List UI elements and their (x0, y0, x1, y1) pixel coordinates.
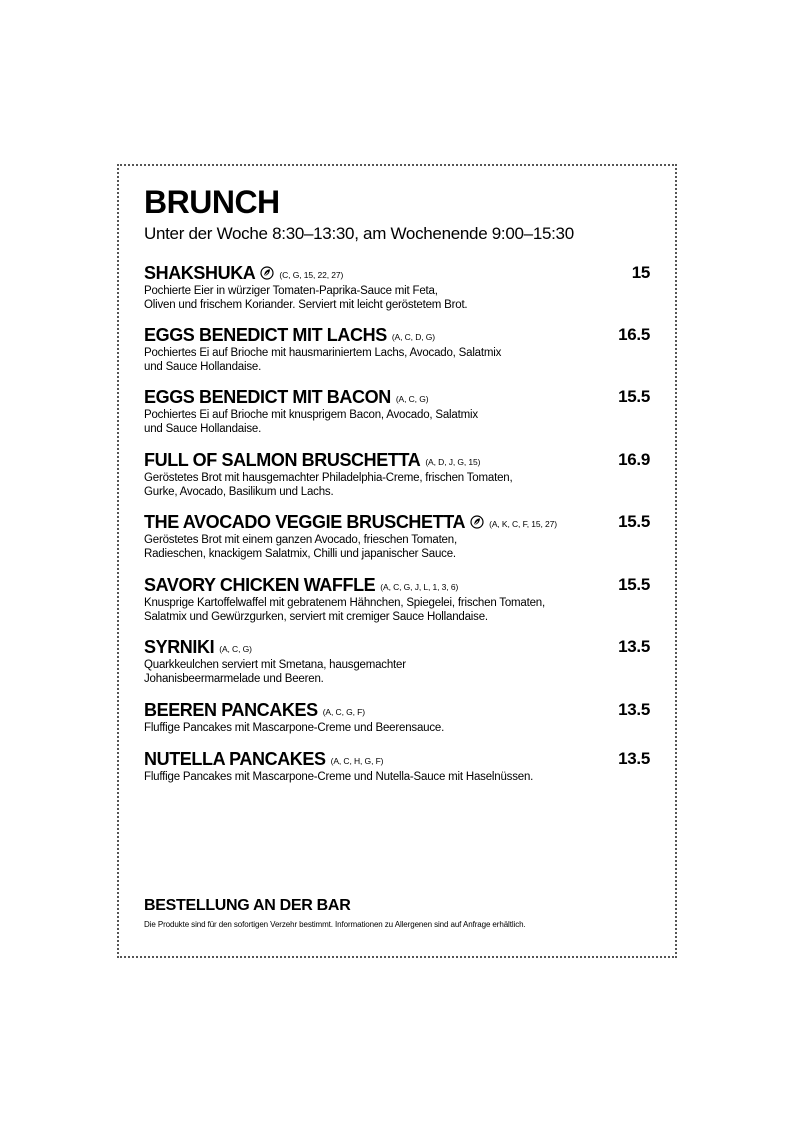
item-name: THE AVOCADO VEGGIE BRUSCHETTA (144, 512, 466, 532)
item-description (144, 285, 650, 312)
menu-title: BRUNCH (144, 184, 280, 220)
item-price: 16.9 (618, 450, 650, 469)
item-description-line: und Sauce Hollandaise. (144, 360, 262, 373)
menu-item-avocado-veggie-bruschetta (144, 511, 650, 561)
item-description-line: Salatmix und Gewürzgurken, serviert mit cremiger Sauce Hollandaise. (144, 610, 488, 623)
item-price: 13.5 (618, 700, 650, 719)
item-description (144, 722, 650, 736)
item-price: 13.5 (618, 749, 650, 768)
item-name: FULL OF SALMON BRUSCHETTA (144, 450, 421, 470)
vegetarian-leaf-icon (260, 266, 274, 280)
item-name: NUTELLA PANCAKES (144, 749, 326, 769)
opening-hours: Unter der Woche 8:30–13:30, am Wochenende 9:00–15:30 (144, 224, 574, 243)
item-description (144, 347, 650, 374)
menu-item-shakshuka (144, 262, 650, 312)
item-price: 15 (631, 263, 650, 282)
menu-item-savory-chicken-waffle (144, 574, 650, 624)
item-name: EGGS BENEDICT MIT LACHS (144, 325, 387, 345)
item-description-line: und Sauce Hollandaise. (144, 422, 262, 435)
item-allergens: (A, D, J, G, 15) (425, 457, 481, 467)
item-description (144, 472, 650, 499)
item-description-line: Johanisbeermarmelade und Beeren. (144, 672, 324, 685)
item-name: EGGS BENEDICT MIT BACON (144, 387, 391, 407)
item-description-line: Geröstetes Brot mit einem ganzen Avocado, frieschen Tomaten, (144, 534, 457, 546)
item-description-line: Gurke, Avocado, Basilikum und Lachs. (144, 485, 334, 498)
item-name: BEEREN PANCAKES (144, 700, 318, 720)
menu-item-full-of-salmon-bruschetta (144, 449, 650, 499)
item-name: SHAKSHUKA (144, 263, 256, 283)
footer-title: BESTELLUNG AN DER BAR (144, 897, 351, 914)
item-description (144, 534, 650, 561)
vegetarian-leaf-icon (470, 515, 484, 529)
item-description-line: Oliven und frischem Koriander. Serviert mit leicht geröstetem Brot. (144, 298, 468, 311)
item-allergens: (C, G, 15, 22, 27) (279, 270, 344, 280)
item-allergens: (A, C, G) (395, 394, 429, 404)
item-description-line: Pochiertes Ei auf Brioche mit knusprigem Bacon, Avocado, Salatmix (144, 409, 478, 421)
item-price: 15.5 (618, 575, 650, 594)
item-price: 15.5 (618, 512, 650, 531)
item-description-line: Knusprige Kartoffelwaffel mit gebratenem Hähnchen, Spiegelei, frischen Tomaten, (144, 597, 546, 609)
item-allergens: (A, C, H, G, F) (330, 756, 384, 766)
item-description-line: Radieschen, knackigem Salatmix, Chilli und japanischer Sauce. (144, 547, 456, 560)
menu-item-eggs-benedict-bacon (144, 386, 650, 436)
menu-item-syrniki (144, 636, 650, 686)
item-name: SAVORY CHICKEN WAFFLE (144, 575, 376, 595)
item-allergens: (A, K, C, F, 15, 27) (489, 519, 558, 529)
item-description (144, 409, 650, 436)
item-description-line: Pochiertes Ei auf Brioche mit hausmariniertem Lachs, Avocado, Salatmix (144, 347, 502, 359)
menu-item-eggs-benedict-lachs (144, 324, 650, 374)
item-name: SYRNIKI (144, 637, 215, 657)
item-description-line: Pochierte Eier in würziger Tomaten-Paprika-Sauce mit Feta, (144, 285, 438, 297)
item-price: 15.5 (618, 387, 650, 406)
menu-item-nutella-pancakes (144, 748, 650, 785)
item-description (144, 659, 650, 686)
item-description-line: Fluffige Pancakes mit Mascarpone-Creme und Beerensauce. (144, 722, 445, 734)
item-allergens: (A, C, G, J, L, 1, 3, 6) (380, 582, 459, 592)
item-price: 16.5 (618, 325, 650, 344)
item-description (144, 597, 650, 624)
item-price: 13.5 (618, 637, 650, 656)
menu-item-beeren-pancakes (144, 699, 650, 736)
item-description-line: Quarkkeulchen serviert mit Smetana, hausgemachter (144, 659, 406, 671)
item-description (144, 771, 650, 785)
item-allergens: (A, C, D, G) (391, 332, 436, 342)
item-allergens: (A, C, G) (219, 644, 252, 654)
item-description-line: Geröstetes Brot mit hausgemachter Philadelphia-Creme, frischen Tomaten, (144, 472, 513, 484)
item-description-line: Fluffige Pancakes mit Mascarpone-Creme und Nutella-Sauce mit Haselnüssen. (144, 771, 534, 783)
allergen-note: Die Produkte sind für den sofortigen Verzehr bestimmt. Informationen zu Allergenen sind auf Anfrage erhältlich. (144, 920, 526, 929)
item-allergens: (A, C, G, F) (322, 707, 365, 717)
